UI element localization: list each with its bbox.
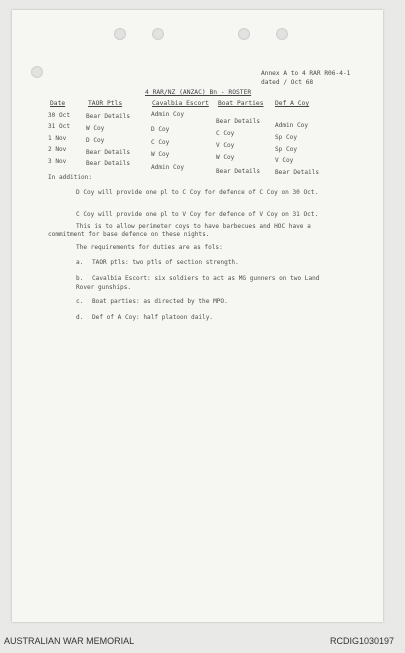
in-addition-label: In addition: <box>48 174 93 181</box>
table-cell: W Coy <box>216 154 235 161</box>
table-cell: Admin Coy <box>151 111 185 118</box>
table-cell: W Coy <box>86 125 105 132</box>
paragraph: commitment for base defence on these nights. <box>48 231 210 238</box>
paragraph: C Coy will provide one pl to V Coy for defence of V Coy on 31 Oct. <box>76 211 319 218</box>
table-cell: Bear Details <box>275 169 320 176</box>
table-cell: Sp Coy <box>275 134 298 141</box>
list-item: Def of A Coy: half platoon daily. <box>92 314 214 321</box>
annex-reference: Annex A to 4 RAR R06-4-1 <box>261 70 351 77</box>
table-cell: 31 Oct <box>48 123 71 130</box>
punch-hole <box>276 28 288 40</box>
list-item-label: b. <box>76 275 84 282</box>
annex-date: dated / Oct 68 <box>261 79 314 86</box>
list-item-label: c. <box>76 298 84 305</box>
table-cell: 3 Nov <box>48 158 67 165</box>
paragraph: The requirements for duties are as fols: <box>76 244 223 251</box>
punch-hole <box>238 28 250 40</box>
column-header-taor: TAOR Ptls <box>88 100 123 107</box>
paragraph: This is to allow perimeter coys to have barbecues and HOC have a <box>76 223 311 230</box>
table-cell: Admin Coy <box>151 164 185 171</box>
table-cell: Bear Details <box>86 160 131 167</box>
table-cell: Bear Details <box>86 113 131 120</box>
list-item-label: a. <box>76 259 84 266</box>
table-cell: Bear Details <box>86 149 131 156</box>
table-cell: Bear Details <box>216 118 261 125</box>
punch-hole <box>114 28 126 40</box>
paragraph: D Coy will provide one pl to C Coy for defence of C Coy on 30 Oct. <box>76 189 319 196</box>
document-title: 4 RAR/NZ (ANZAC) Bn - ROSTER <box>145 89 252 96</box>
table-cell: 30 Oct <box>48 112 71 119</box>
list-item: Cavalbia Escort: six soldiers to act as MG gunners on two Land <box>92 275 320 282</box>
table-cell: D Coy <box>86 137 105 144</box>
table-cell: 2 Nov <box>48 146 67 153</box>
table-cell: Admin Coy <box>275 122 309 129</box>
footer-archive-name: AUSTRALIAN WAR MEMORIAL <box>4 636 135 646</box>
column-header-escort: Cavalbia Escort <box>152 100 209 107</box>
table-cell: W Coy <box>151 151 170 158</box>
table-cell: D Coy <box>151 126 170 133</box>
table-cell: C Coy <box>151 139 170 146</box>
table-cell: 1 Nov <box>48 135 67 142</box>
table-cell: Sp Coy <box>275 146 298 153</box>
list-item: TAOR ptls: two ptls of section strength. <box>92 259 239 266</box>
punch-hole <box>152 28 164 40</box>
table-cell: V Coy <box>275 157 294 164</box>
punch-hole <box>31 66 43 78</box>
list-item: Boat parties: as directed by the MPO. <box>92 298 228 305</box>
column-header-boat: Boat Parties <box>218 100 264 107</box>
column-header-def: Def A Coy <box>275 100 310 107</box>
table-cell: V Coy <box>216 142 235 149</box>
table-cell: C Coy <box>216 130 235 137</box>
column-header-date: Date <box>50 100 66 107</box>
list-item-label: d. <box>76 314 84 321</box>
list-item-continued: Rover gunships. <box>76 284 132 291</box>
table-cell: Bear Details <box>216 168 261 175</box>
footer-record-id: RCDIG1030197 <box>330 636 395 646</box>
